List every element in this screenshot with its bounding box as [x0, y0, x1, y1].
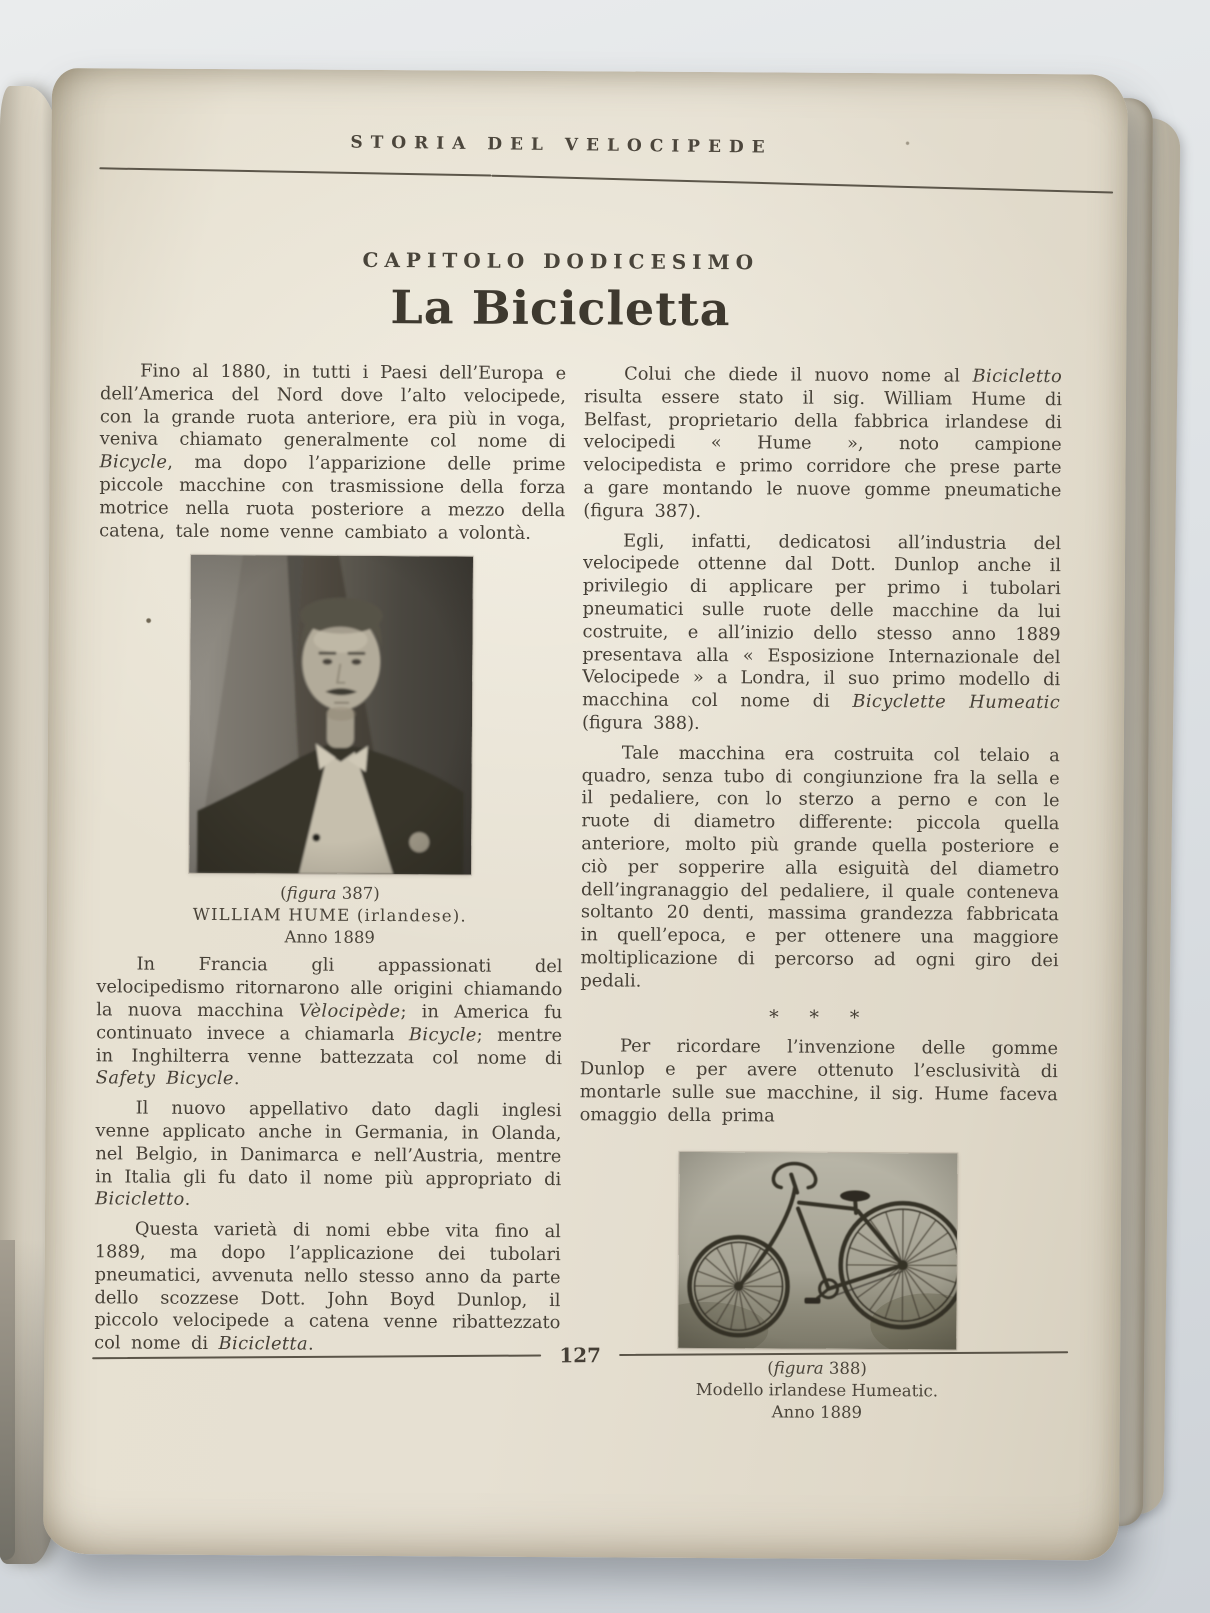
figure-388 — [678, 1151, 958, 1424]
page-number: 127 — [559, 1343, 602, 1368]
paragraph: Tale macchina era costruita col telaio a quadro, senza tubo di congiunzione fra la sella e il pedaliere, con lo sterzo a perno e con le ruote di diametro differente: piccola quella anteriore, molto più grande quella posteriore e ciò per sopperire alla esiguità del diametro dell’ingranaggio del pedaliere, il quale conteneva soltanto 20 denti, massima grandezza fabbricata in quell’epoca, e per ottenere una maggiore moltiplicazione di percorso ad ogni giro dei pedali. — [580, 742, 1060, 992]
header-rule-right — [491, 175, 1113, 194]
right-column — [578, 363, 1062, 1430]
figure-387-caption-title: WILLIAM HUME (irlandese). — [192, 905, 467, 926]
paragraph: Fino al 1880, in tutti i Paesi dell’Europa e dell’America del Nord dove l’alto velocipede, con la grande ruota anteriore, era più in voga, veniva chiamato generalmente col nome di Bicycle, ma dopo l’apparizione delle prime piccole macchine con trasmissione della forza motrice nella ruota posteriore a mezzo della catena, tale nome venne cambiato a volontà. — [99, 360, 567, 544]
figure-388-caption-year: Anno 1889 — [771, 1401, 863, 1422]
chapter-title: La Bicicletta — [390, 280, 731, 337]
figure-387-photo — [189, 555, 473, 875]
header-rule-left — [99, 167, 491, 176]
paragraph: In Francia gli appassionati del velocipedismo ritornarono alle origini chiamando la nuova macchina Vèlocipède; in America fu continuato invece a chiamarla Bicycle; mentre in Inghilterra venne battezzata col nome di Safety Bicycle. — [95, 953, 563, 1090]
asterisk-separator: * * * — [769, 1005, 870, 1029]
paragraph: Per ricordare l’invenzione delle gomme Dunlop e per avere ottenuto l’esclusività di montarle sulle sue macchine, il sig. Hume faceva omaggio della prima — [579, 1035, 1059, 1127]
figure-387-caption-number: (figura 387) — [280, 883, 380, 904]
chapter-label: CAPITOLO DODICESIMO — [362, 247, 760, 275]
figure-388-caption — [678, 1356, 956, 1424]
figure-388-caption-title: Modello irlandese Humeatic. — [695, 1379, 939, 1400]
footer-rule-left — [92, 1354, 541, 1359]
book-page — [43, 68, 1128, 1561]
figure-388-caption-number: (figura 388) — [767, 1357, 867, 1378]
figure-387 — [189, 555, 473, 950]
figure-387-caption — [189, 882, 471, 950]
paragraph: Questa varietà di nomi ebbe vita fino al 1889, ma dopo l’applicazione dei tubolari pneumatici, avvenuta nello stesso anno da parte dello scozzese Dott. John Boyd Dunlop, il piccolo velocipede a catena venne ribattezzato col nome di Bicicletta. — [94, 1218, 561, 1355]
paragraph: Colui che diede il nuovo nome al Bicicletto risulta essere stato il sig. William Hume di Belfast, proprietario della fabbrica irlandese di velocipedi « Hume », noto campione velocipedista e primo corridore che prese parte a gare montando le nuove gomme pneumatiche (figura 387). — [583, 363, 1063, 522]
left-column — [94, 360, 566, 1365]
book-edge-shadow — [0, 1240, 15, 1560]
figure-387-caption-year: Anno 1889 — [284, 927, 375, 948]
paragraph: Egli, infatti, dedicatosi all’industria del velocipede ottenne dal Dott. Dunlop anche il privilegio di applicare per primo i tubolari pneumatici sulle ruote delle macchine da lui costruite, e all’inizio dello stesso anno 1889 presentava alla « Esposizione Internazionale del Velocipede » a Londra, il suo primo modello di macchina col nome di Bicyclette Humeatic (figura 388). — [581, 530, 1062, 734]
figure-388-photo — [678, 1151, 957, 1349]
running-header: STORIA DEL VELOCIPEDE — [350, 132, 773, 158]
footer-rule-right — [619, 1351, 1068, 1356]
paragraph: Il nuovo appellativo dato dagli inglesi venne applicato anche in Germania, in Olanda, nel Belgio, in Danimarca e nell’Austria, mentre in Italia gli fu dato il nome più appropriato di Bicicletto. — [95, 1097, 562, 1211]
